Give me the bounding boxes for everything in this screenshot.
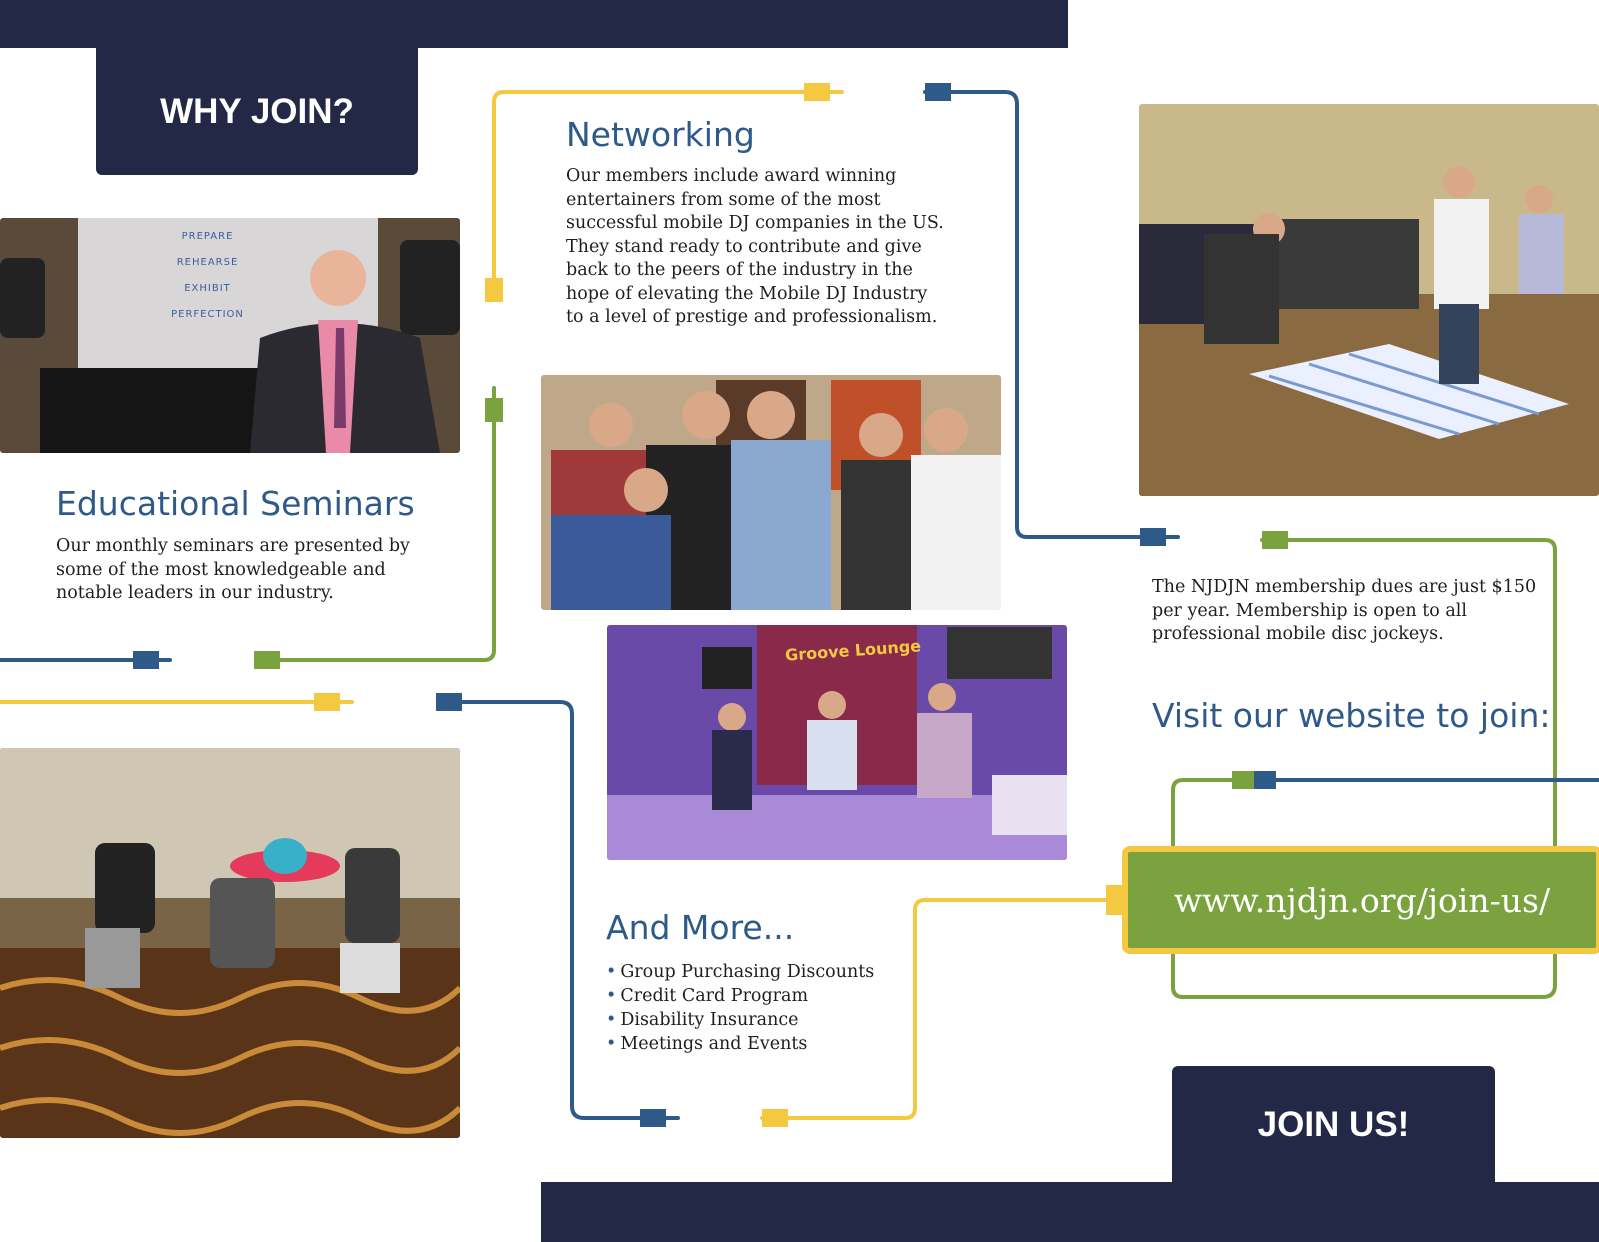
list-item bbox=[606, 1008, 874, 1032]
bullet-icon: • bbox=[606, 986, 617, 1006]
list-item-label: Disability Insurance bbox=[620, 1010, 799, 1030]
slide-word: REHEARSE bbox=[176, 257, 239, 268]
slide-word: PERFECTION bbox=[171, 309, 244, 320]
list-item bbox=[606, 1032, 874, 1056]
more-list bbox=[606, 960, 874, 1056]
bullet-icon: • bbox=[606, 1010, 617, 1030]
visit-website-heading: Visit our website to join: bbox=[1152, 696, 1551, 735]
join-us-tab[interactable] bbox=[1172, 1066, 1495, 1184]
networking-heading: Networking bbox=[566, 115, 755, 154]
join-url-text[interactable]: www.njdjn.org/join-us/ bbox=[1173, 880, 1551, 920]
join-us-label[interactable]: JOIN US! bbox=[1257, 1105, 1410, 1144]
why-join-tab bbox=[96, 48, 418, 175]
list-item bbox=[606, 984, 874, 1008]
education-heading: Educational Seminars bbox=[56, 484, 415, 523]
networking-group-photo bbox=[541, 375, 1001, 610]
networking-body: Our members include award winning entertainers from some of the most successful mobile DJ companies in the US. They stand ready to contribute and give back to the peers of the industry in the hope of elevating the Mobile DJ Industry to a level of prestige and professionalism. bbox=[566, 166, 944, 327]
education-body: Our monthly seminars are presented by some of the most knowledgeable and notable leaders in our industry. bbox=[56, 536, 410, 603]
slide-word: EXHIBIT bbox=[184, 283, 231, 294]
list-item-label: Credit Card Program bbox=[620, 986, 809, 1006]
slide-words bbox=[160, 224, 255, 328]
list-item-label: Meetings and Events bbox=[620, 1034, 808, 1054]
join-url-link[interactable] bbox=[1122, 846, 1599, 954]
dance-lounge-photo bbox=[607, 625, 1067, 860]
bullet-icon: • bbox=[606, 962, 617, 982]
education-seminar-photo bbox=[0, 218, 460, 453]
why-join-label: WHY JOIN? bbox=[160, 91, 354, 131]
more-heading: And More... bbox=[606, 908, 795, 947]
lounge-sign: Groove Lounge bbox=[784, 636, 922, 665]
slide-word: PREPARE bbox=[181, 231, 234, 242]
list-item bbox=[606, 960, 874, 984]
conference-game-photo bbox=[1139, 104, 1599, 496]
list-item-label: Group Purchasing Discounts bbox=[620, 962, 875, 982]
membership-body: The NJDJN membership dues are just $150 per year. Membership is open to all professional mobile disc jockeys. bbox=[1152, 577, 1537, 644]
party-games-photo bbox=[0, 748, 460, 1138]
bullet-icon: • bbox=[606, 1034, 617, 1054]
